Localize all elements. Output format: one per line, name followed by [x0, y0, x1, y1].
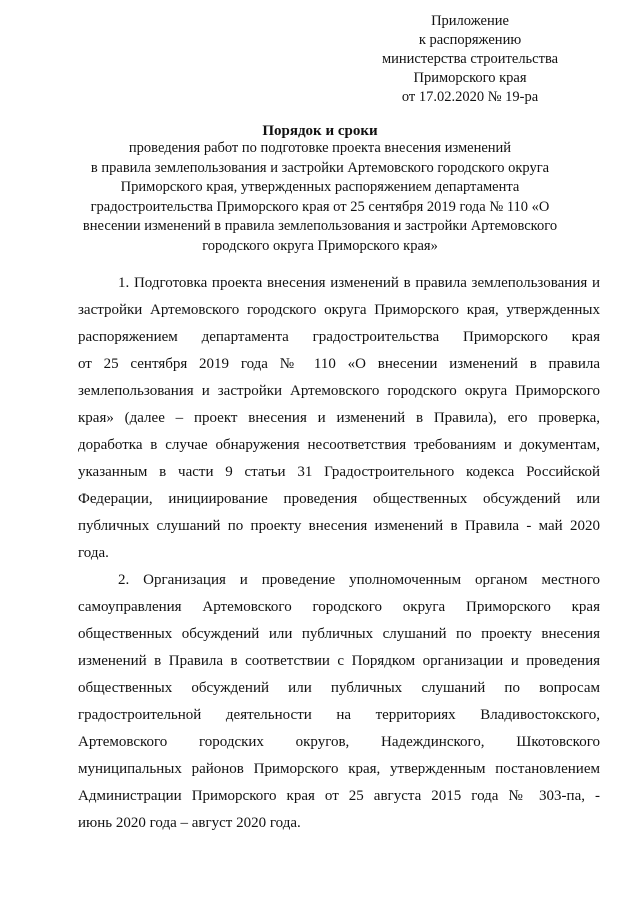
body-line: градостроительной деятельности на территориях Владивостокского,	[78, 707, 600, 723]
document-title: Порядок и сроки	[262, 123, 378, 139]
body-line: публичных слушаний по проекту внесения изменений в Правила - май 2020	[78, 518, 600, 534]
body-line: изменений в Правила в соответствии с Порядком организации и проведения	[78, 653, 600, 669]
subtitle-line: в правила землепользования и застройки Артемовского городского округа	[90, 159, 550, 176]
body-line: застройки Артемовского городского округа Приморского края, утвержденных	[78, 302, 600, 318]
paragraph-2	[78, 567, 600, 837]
body-line: муниципальных районов Приморского края, утвержденным постановлением	[78, 761, 600, 777]
body-line: Администрации Приморского края от 25 августа 2015 года № 303-па, -	[78, 788, 600, 804]
body-line: указанным в части 9 статьи 31 Градостроительного кодекса Российской	[78, 464, 600, 480]
body-line: самоуправления Артемовского городского округа Приморского края	[78, 599, 600, 615]
subtitle-line: Приморского края, утвержденных распоряжением департамента	[120, 179, 520, 195]
body-line: Федерации, инициирование проведения общественных обсуждений или	[78, 491, 600, 507]
body-line: края» (далее – проект внесения и изменений в Правила), его проверка,	[78, 410, 600, 426]
appendix-header	[370, 12, 570, 107]
body-line: 2. Организация и проведение уполномоченным органом местного	[118, 572, 600, 588]
body-line: июнь 2020 года – август 2020 года.	[78, 815, 301, 831]
subtitle-line: внесении изменений в правила землепользования и застройки Артемовского	[82, 218, 558, 234]
document-subtitle	[40, 139, 600, 256]
body-line: 1. Подготовка проекта внесения изменений в правила землепользования и	[118, 275, 600, 291]
paragraph-1	[78, 270, 600, 567]
appendix-line: Приморского края	[413, 70, 527, 86]
appendix-line: к распоряжению	[418, 32, 522, 48]
appendix-line: министерства строительства	[381, 51, 559, 67]
subtitle-line: градостроительства Приморского края от 25 сентября 2019 года № 110 «О	[90, 198, 550, 215]
body-line: распоряжением департамента градостроительства Приморского края	[78, 329, 600, 345]
body-line: землепользования и застройки Артемовского городского округа Приморского	[78, 383, 600, 399]
appendix-line: Приложение	[431, 13, 509, 29]
body-line: общественных обсуждений или публичных слушаний по вопросам	[78, 680, 600, 696]
body-line: общественных обсуждений или публичных слушаний по проекту внесения	[78, 626, 600, 642]
body-line: Артемовского городских округов, Надеждинского, Шкотовского	[78, 734, 600, 750]
subtitle-line: проведения работ по подготовке проекта внесения изменений	[128, 140, 512, 156]
subtitle-line: городского округа Приморского края»	[202, 237, 438, 254]
body-line: от 25 сентября 2019 года № 110 «О внесении изменений в правила	[78, 356, 600, 372]
appendix-line: от 17.02.2020 № 19-ра	[401, 89, 539, 105]
body-line: доработка в случае обнаружения несоответствия требованиям и документам,	[78, 437, 600, 453]
body-line: года.	[78, 545, 109, 561]
document-body	[78, 270, 600, 837]
